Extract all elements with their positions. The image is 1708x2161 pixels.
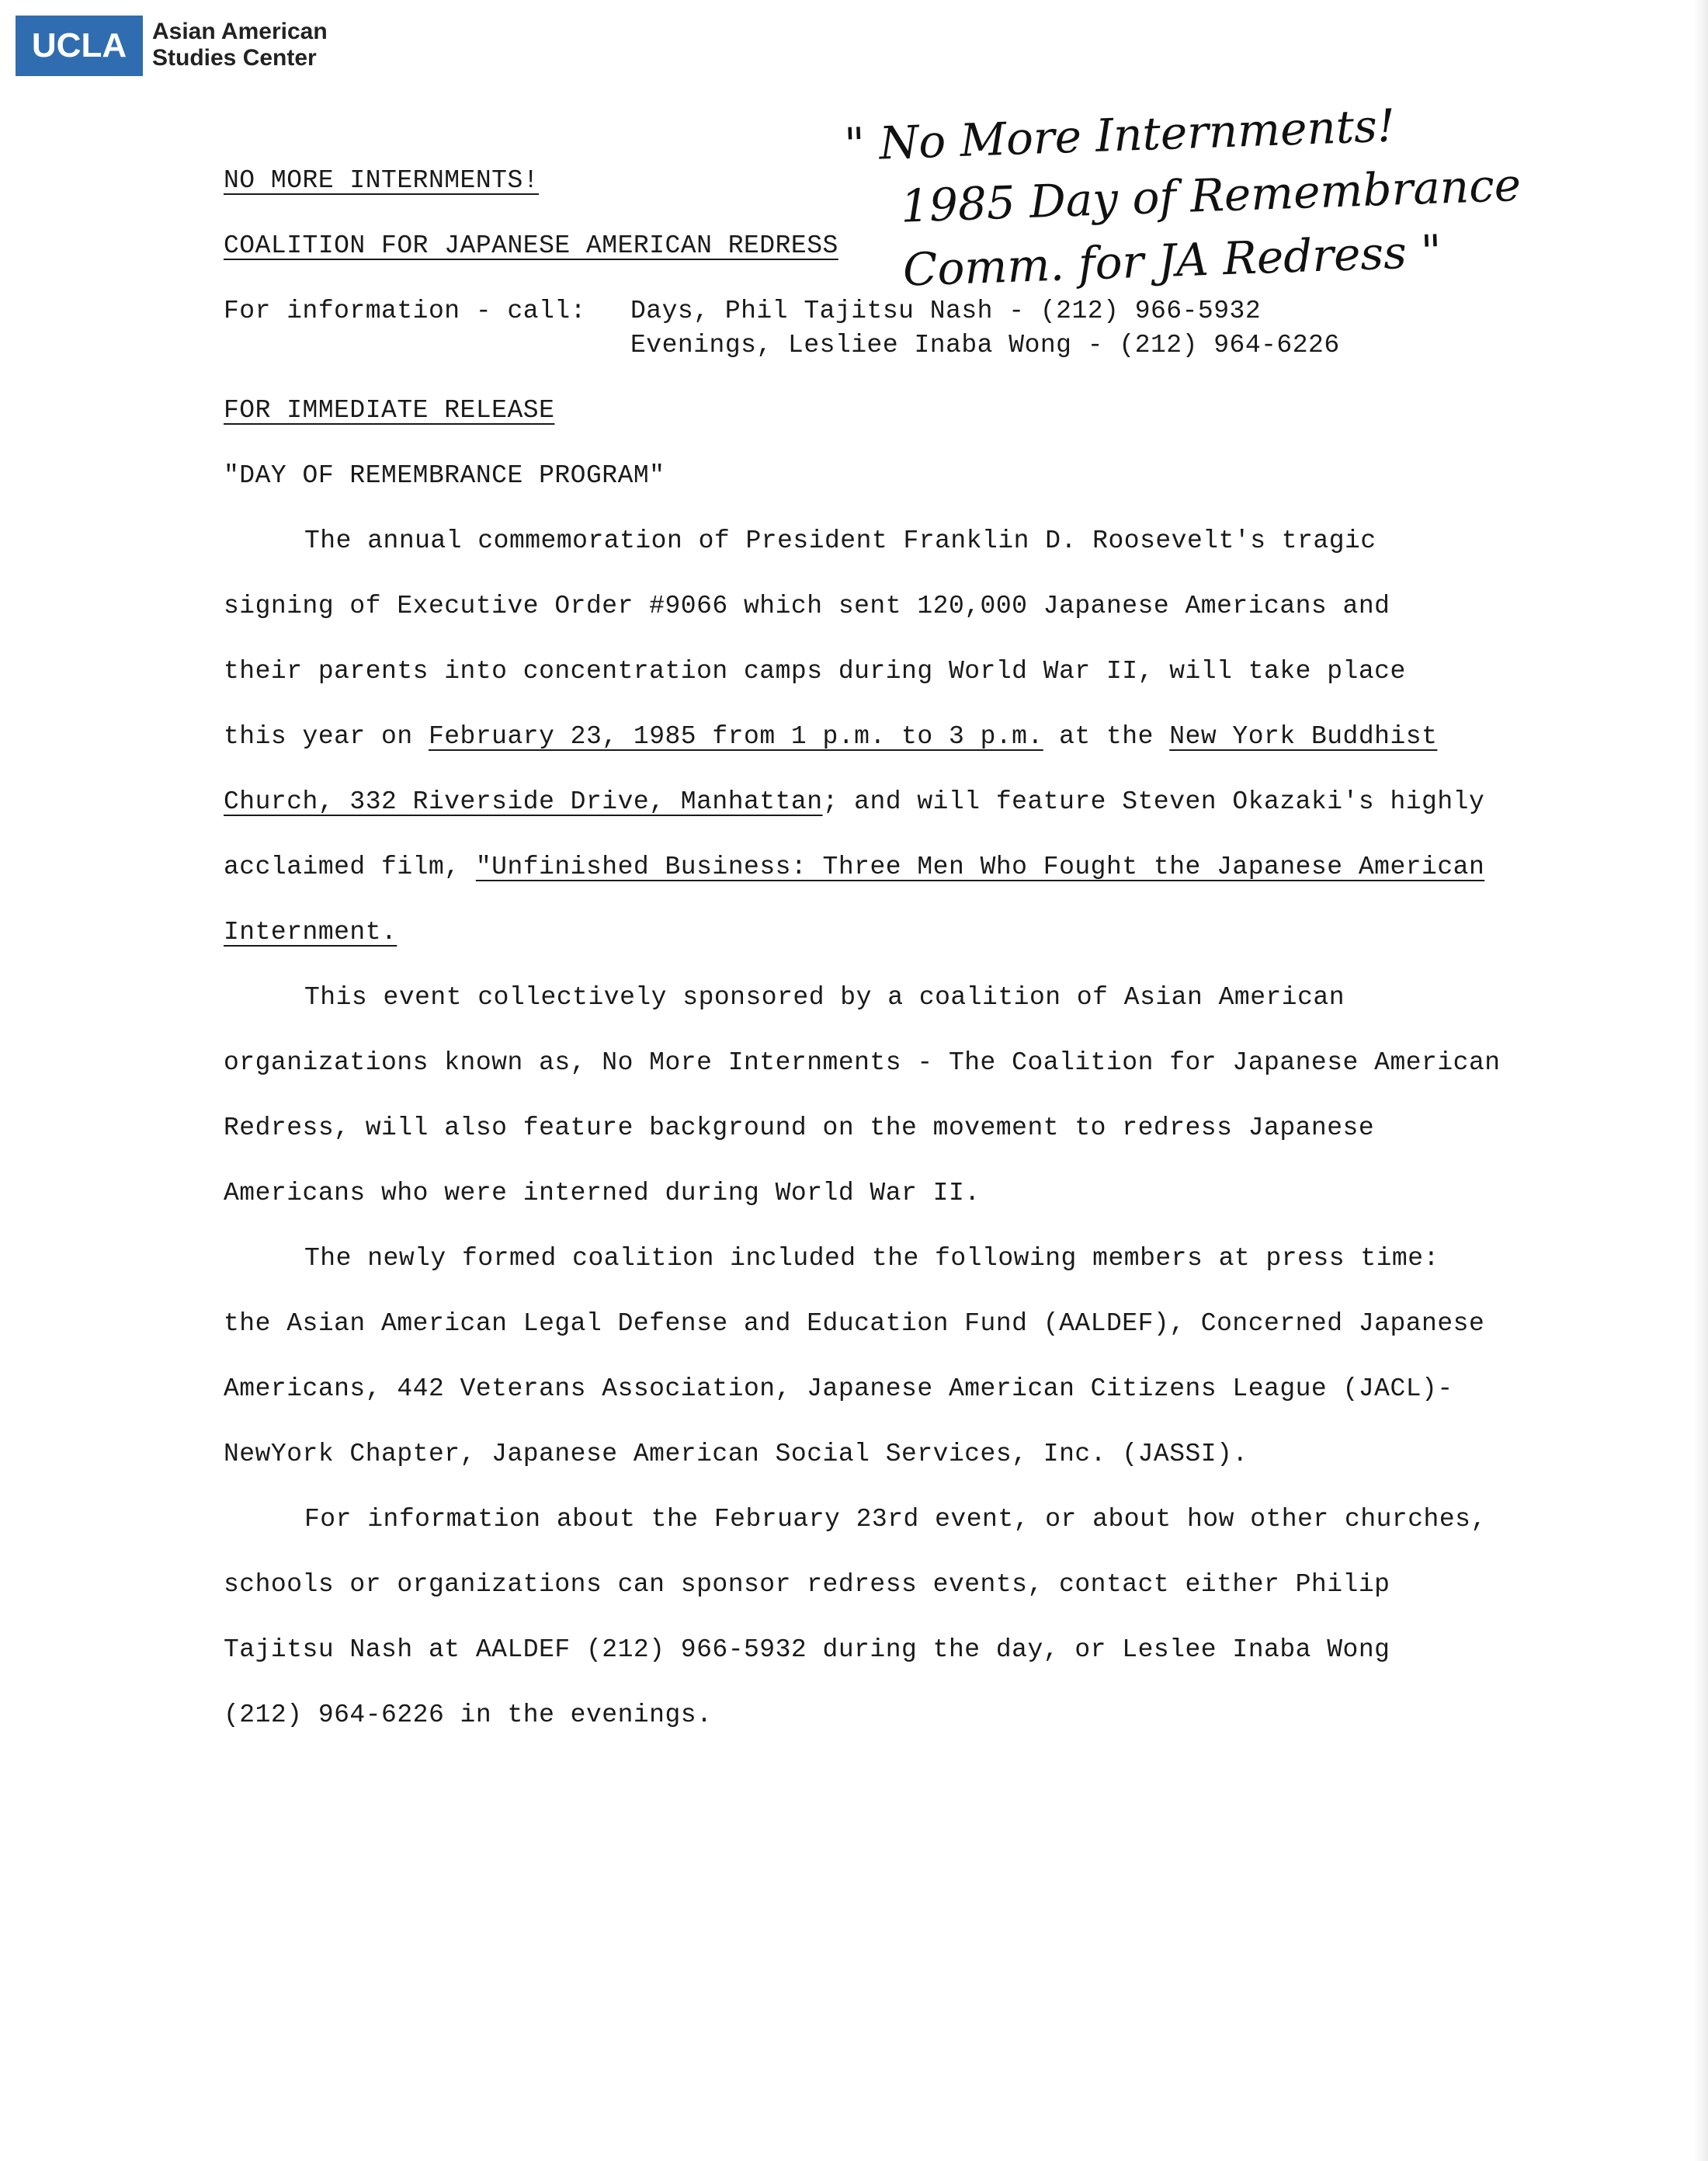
p3-line-3: Americans, 442 Veterans Association, Japanese American Citizens League (JACL)- xyxy=(224,1374,1453,1403)
film-title-end: Internment. xyxy=(224,918,397,947)
p4-line-4: (212) 964-6226 in the evenings. xyxy=(224,1701,713,1729)
ucla-logo xyxy=(16,16,143,76)
handwritten-note xyxy=(843,89,1524,304)
p1-line-6-text-a: acclaimed film, xyxy=(224,853,476,881)
page-edge-shadow xyxy=(1694,0,1708,2161)
logo-line-2: Studies Center xyxy=(152,45,317,71)
logo-line-1: Asian American xyxy=(152,19,328,44)
p1-line-2: signing of Executive Order #9066 which sent 120,000 Japanese Americans and xyxy=(224,592,1390,620)
event-venue-part-2: Church, 332 Riverside Drive, Manhattan xyxy=(224,787,823,816)
p1-line-4 xyxy=(224,722,1437,751)
film-title: "Unfinished Business: Three Men Who Fought the Japanese American xyxy=(475,853,1485,881)
handwritten-line-1: " No More Internments! xyxy=(843,99,1397,172)
handwritten-line-3: Comm. for JA Redress " xyxy=(901,224,1442,297)
event-date: February 23, 1985 from 1 p.m. to 3 p.m. xyxy=(428,722,1043,751)
program-heading: "DAY OF REMEMBRANCE PROGRAM" xyxy=(224,461,665,490)
p4-line-3: Tajitsu Nash at AALDEF (212) 966-5932 during the day, or Leslee Inaba Wong xyxy=(224,1635,1390,1664)
p2-line-1: This event collectively sponsored by a coalition of Asian American xyxy=(304,983,1345,1012)
release-heading: FOR IMMEDIATE RELEASE xyxy=(224,396,555,425)
logo-caption xyxy=(152,19,328,71)
contact-evenings: Evenings, Lesliee Inaba Wong - (212) 964-6226 xyxy=(630,331,1340,360)
p4-line-1: For information about the February 23rd event, or about how other churches, xyxy=(304,1505,1487,1534)
contact-days: Days, Phil Tajitsu Nash - (212) 966-5932 xyxy=(630,297,1262,325)
handwritten-line-2: 1985 Day of Remembrance xyxy=(900,158,1522,233)
p3-line-4: NewYork Chapter, Japanese American Social Services, Inc. (JASSI). xyxy=(224,1440,1248,1468)
p1-line-1: The annual commemoration of President Franklin D. Roosevelt's tragic xyxy=(304,526,1376,555)
p3-line-2: the Asian American Legal Defense and Education Fund (AALDEF), Concerned Japanese xyxy=(224,1309,1485,1338)
event-venue-part-1: New York Buddhist xyxy=(1169,722,1438,751)
p4-line-2: schools or organizations can sponsor redress events, contact either Philip xyxy=(224,1570,1390,1599)
p3-line-1: The newly formed coalition included the following members at press time: xyxy=(304,1244,1439,1273)
p1-line-5 xyxy=(224,787,1484,816)
p2-line-4: Americans who were interned during World War II. xyxy=(224,1179,981,1207)
coalition-name: COALITION FOR JAPANESE AMERICAN REDRESS xyxy=(224,231,838,260)
contact-label: For information - call: xyxy=(224,297,586,325)
document-title: NO MORE INTERNMENTS! xyxy=(224,166,540,195)
p1-line-4-text-a: this year on xyxy=(224,722,429,751)
p1-line-4-text-c: at the xyxy=(1043,722,1170,751)
p1-line-5-text-b: ; and will feature Steven Okazaki's highly xyxy=(822,787,1485,816)
p2-line-2: organizations known as, No More Internments - The Coalition for Japanese American xyxy=(224,1048,1501,1077)
logo-mark: UCLA xyxy=(31,26,127,64)
p2-line-3: Redress, will also feature background on the movement to redress Japanese xyxy=(224,1114,1375,1142)
p1-line-6 xyxy=(224,853,1484,881)
p1-line-3: their parents into concentration camps during World War II, will take place xyxy=(224,657,1406,686)
